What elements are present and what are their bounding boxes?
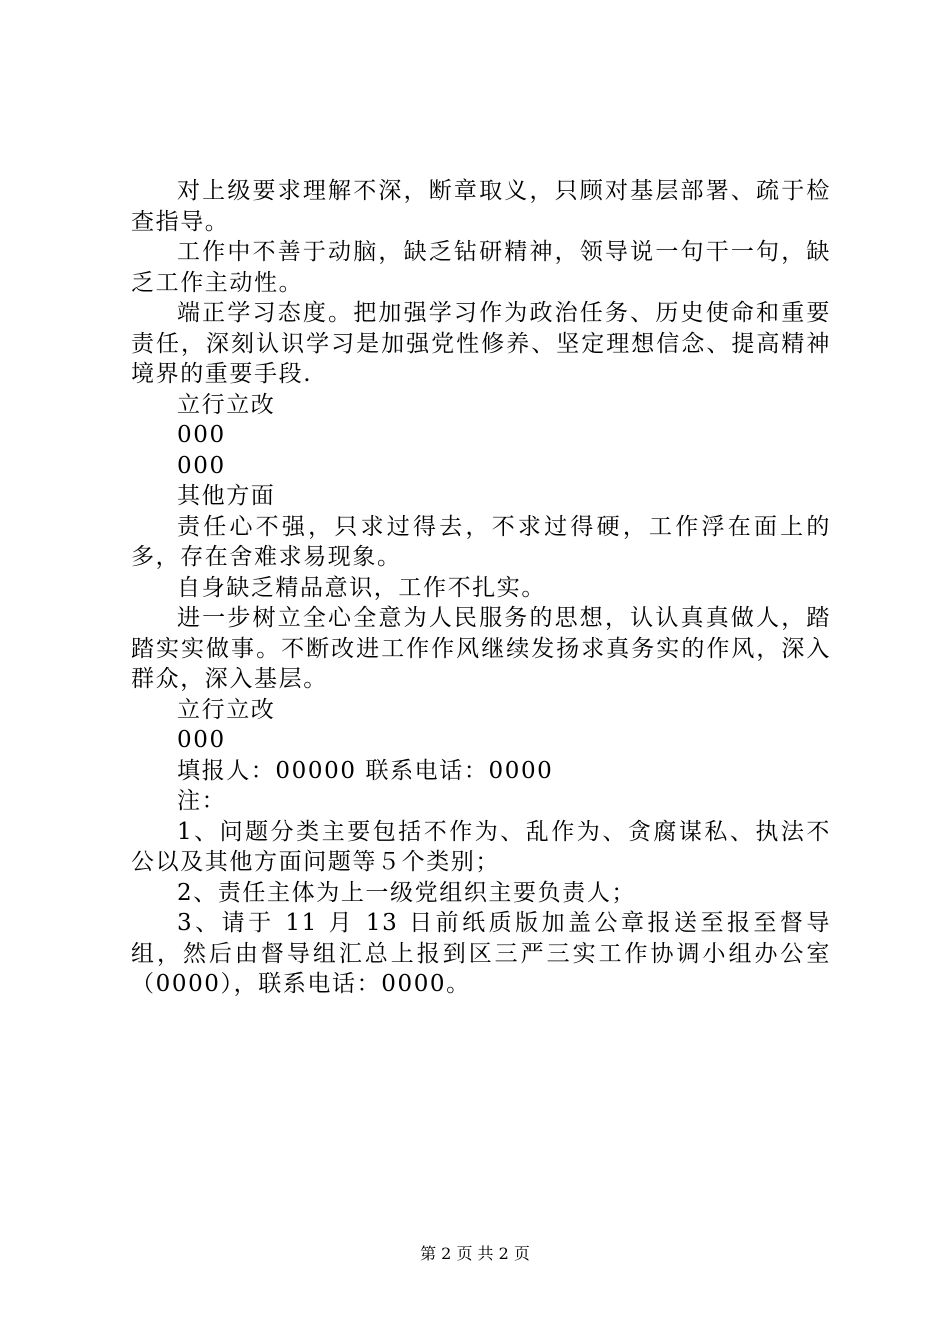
paragraph-criticism-initiative: 工作中不善于动脑，缺乏钻研精神，领导说一句干一句，缺乏工作主动性。 [131,239,831,296]
document-body [131,176,831,1000]
paragraph-rectify-now-2: 立行立改 [177,696,276,723]
paragraph-rectify-now-1: 立行立改 [177,391,276,418]
paragraph-placeholder-2: 000 [177,452,226,479]
paragraph-note-3: 3、请于 11 月 13 日前纸质版加盖公章报送至报至督导组，然后由督导组汇总上报到区三严三实工作协调小组办公室（0000），联系电话：0000。 [131,910,831,997]
paragraph-responsibility: 责任心不强，只求过得去，不求过得硬，工作浮在面上的多，存在舍难求易现象。 [131,513,831,570]
paragraph-note-1: 1、问题分类主要包括不作为、乱作为、贪腐谋私、执法不公以及其他方面问题等５个类别； [131,818,831,875]
paragraph-placeholder-3: 000 [177,727,226,753]
paragraph-note-2: 2、责任主体为上一级党组织主要负责人； [177,879,637,906]
paragraph-study-attitude: 端正学习态度。把加强学习作为政治任务、历史使命和重要责任，深刻认识学习是加强党性修养、坚定理想信念、提高精神境界的重要手段. [131,300,831,387]
paragraph-other-aspects: 其他方面 [177,483,276,509]
paragraph-criticism-superior: 对上级要求理解不深，断章取义，只顾对基层部署、疏于检查指导。 [131,178,831,235]
paragraph-quality-awareness: 自身缺乏精品意识，工作不扎实。 [177,574,546,601]
paragraph-filler-contact: 填报人：00000 联系电话：0000 [177,757,554,784]
paragraph-note-heading: 注： [177,788,227,814]
paragraph-serve-people: 进一步树立全心全意为人民服务的思想，认认真真做人，踏踏实实做事。不断改进工作作风继续发扬求真务实的作风，深入群众，深入基层。 [131,605,831,692]
paragraph-placeholder-1: 000 [177,422,226,448]
page-number-footer: 第 2 页 共 2 页 [420,1244,530,1263]
